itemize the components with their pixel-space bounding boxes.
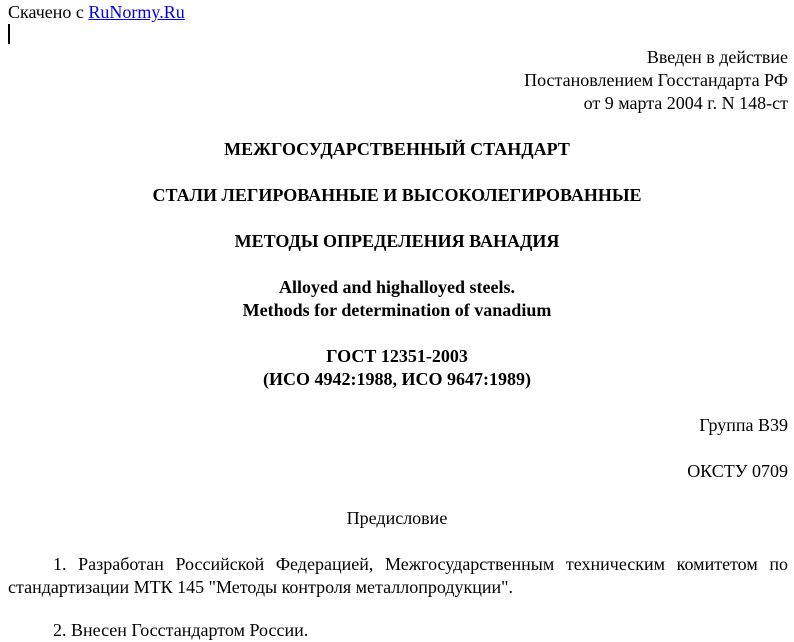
source-line xyxy=(8,1,185,24)
iso-refs: (ИСО 4942:1988, ИСО 9647:1989) xyxy=(263,369,531,389)
enactment-line-2: Постановлением Госстандарта РФ xyxy=(524,70,788,90)
text-caret xyxy=(8,24,10,44)
okstu-code: ОКСТУ 0709 xyxy=(687,461,788,481)
source-link[interactable]: RuNormy.Ru xyxy=(88,2,185,22)
enactment-line-3: от 9 марта 2004 г. N 148-ст xyxy=(583,93,788,113)
gost-number: ГОСТ 12351-2003 xyxy=(326,346,468,366)
preface-item-1: 1. Разработан Российской Федерацией, Межгосударственным техническим комитетом по стандартизации МТК 145 "Методы контроля металлопродукции". xyxy=(8,554,788,597)
enactment-block xyxy=(524,46,788,115)
subtitle-ru: МЕТОДЫ ОПРЕДЕЛЕНИЯ ВАНАДИЯ xyxy=(234,231,560,251)
group-code: Группа В39 xyxy=(699,415,788,435)
title-ru: СТАЛИ ЛЕГИРОВАННЫЕ И ВЫСОКОЛЕГИРОВАННЫЕ xyxy=(152,185,642,205)
gost-block xyxy=(0,345,794,391)
title-en-line-1: Alloyed and highalloyed steels. xyxy=(278,277,516,297)
standard-type: МЕЖГОСУДАРСТВЕННЫЙ СТАНДАРТ xyxy=(224,139,570,159)
preface-item-2: 2. Внесен Госстандартом России. xyxy=(53,620,309,640)
title-en-line-2: Methods for determination of vanadium xyxy=(242,300,552,320)
source-prefix: Скачено с xyxy=(8,2,89,22)
preface-heading: Предисловие xyxy=(346,508,448,528)
enactment-line-1: Введен в действие xyxy=(646,47,788,67)
title-en xyxy=(0,276,794,322)
